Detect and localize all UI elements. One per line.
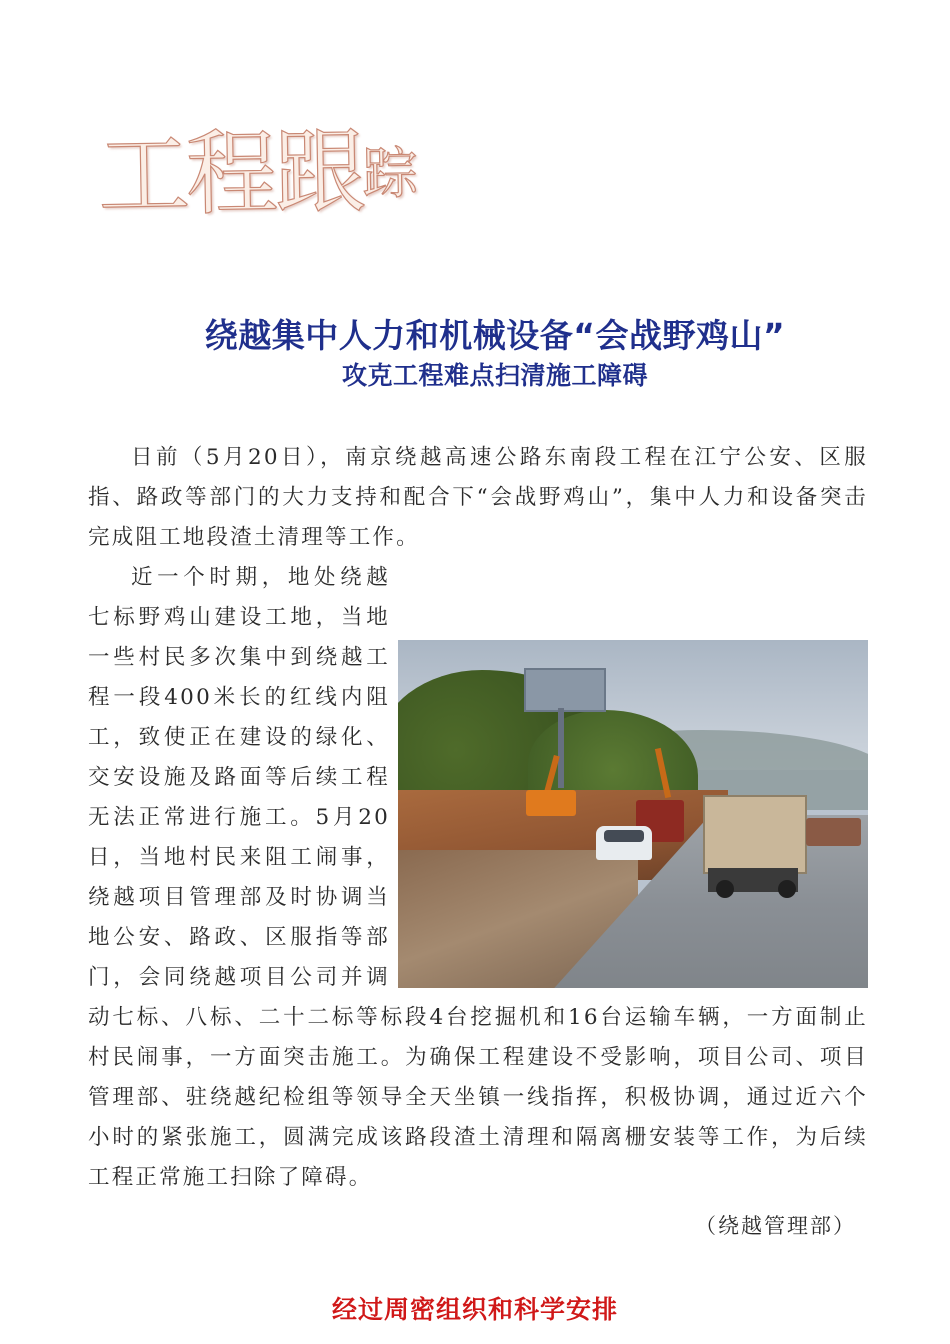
section-title-main: 工程跟 <box>97 118 363 230</box>
photo-far-trucks <box>806 818 861 846</box>
article-subheadline: 攻克工程难点扫清施工障碍 <box>341 361 648 390</box>
photo-police-car-window <box>604 830 644 842</box>
article-headline: 绕越集中人力和机械设备“会战野鸡山” <box>204 316 786 355</box>
paragraph-1-text: 日前（5月20日），南京绕越高速公路东南段工程在江宁公安、区服指、路政等部门的大力支持和配合下“会战野鸡山”，集中人力和设备突击完成阻工地段渣土清理等工作。 <box>88 445 868 550</box>
construction-site-image <box>398 640 868 988</box>
article-paragraph-2 <box>88 558 868 1198</box>
photo-wheel <box>778 880 796 898</box>
article-paragraph-1 <box>88 438 868 558</box>
photo-excavator <box>526 790 576 816</box>
section-title-tail: 踪 <box>361 141 417 208</box>
paragraph-2-text: 近一个时期，地处绕越七标野鸡山建设工地，当地一些村民多次集中到绕越工程一段400米长的红线内阻工，致使正在建设的绿化、交安设施及路面等后续工程无法正常进行施工。5月20日，当地村民来阻工闹事，绕越项目管理部及时协调当地公安、路政、区服指等部门，会同绕越项目公司并调动七标、八标、二十二标等标段4台挖掘机和16台运输车辆，一方面制止村民闹事，一方面突击施工。为确保工程建设不受影响，项目公司、项目管理部、驻绕越纪检组等领导全天坐镇一线指挥，积极协调，通过近六个小时的紧张施工，圆满完成该路段渣土清理和隔离栅安装等工作，为后续工程正常施工扫除了障碍。 <box>88 565 868 1190</box>
construction-photo <box>398 640 868 988</box>
section-title <box>97 118 417 230</box>
next-article-headline: 经过周密组织和科学安排 <box>331 1295 618 1324</box>
photo-wheel <box>716 880 734 898</box>
article-source: （绕越管理部） <box>695 1214 856 1238</box>
photo-billboard-pole <box>558 708 564 788</box>
photo-billboard <box>524 668 606 712</box>
photo-dump-truck <box>703 795 807 874</box>
